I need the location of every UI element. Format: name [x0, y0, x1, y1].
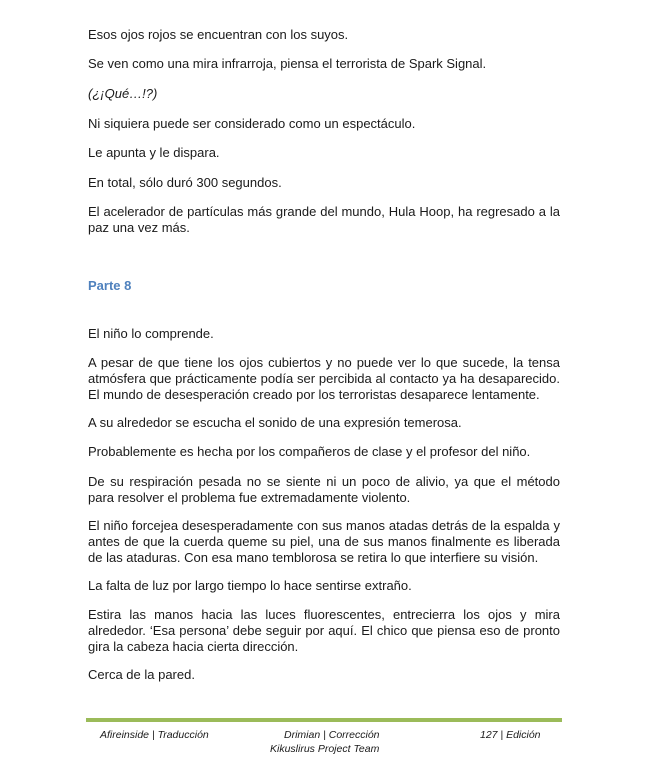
footer-translation-credit: Afireinside | Traducción [100, 729, 209, 741]
paragraph: Se ven como una mira infrarroja, piensa el terrorista de Spark Signal. [88, 56, 487, 71]
paragraph: Cerca de la pared. [88, 667, 195, 682]
paragraph-thought: (¿¡Qué…!?) [88, 86, 158, 101]
paragraph: Le apunta y le dispara. [88, 145, 220, 160]
paragraph: En total, sólo duró 300 segundos. [88, 175, 282, 190]
footer-team-name: Kikuslirus Project Team [270, 743, 380, 755]
paragraph: De su respiración pesada no se siente ni un poco de alivio, ya que el método para resolver el problema fue extremadamente violento. [88, 474, 560, 505]
paragraph: Estira las manos hacia las luces fluorescentes, entrecierra los ojos y mira alrededor. ‘Esa persona’ debe seguir por aquí. El chico que piensa eso de pronto gira la cabeza hacia cierta dirección. [88, 607, 560, 654]
footer-page-edition: 127 | Edición [480, 729, 541, 741]
paragraph: Probablemente es hecha por los compañeros de clase y el profesor del niño. [88, 444, 531, 459]
section-heading: Parte 8 [88, 278, 132, 293]
paragraph: El acelerador de partículas más grande del mundo, Hula Hoop, ha regresado a la paz una vez más. [88, 204, 560, 235]
paragraph: Ni siquiera puede ser considerado como un espectáculo. [88, 116, 416, 131]
paragraph: Esos ojos rojos se encuentran con los suyos. [88, 27, 349, 42]
paragraph: El niño forcejea desesperadamente con sus manos atadas detrás de la espalda y antes de que la cuerda queme su piel, una de sus manos finalmente es liberada de las ataduras. Con esa mano temblorosa se retira lo que interfiere su visión. [88, 518, 560, 565]
footer-rule [86, 718, 562, 722]
paragraph: A pesar de que tiene los ojos cubiertos y no puede ver lo que sucede, la tensa atmósfera que prácticamente podía ser percibida al contacto ya ha desaparecido. El mundo de desesperación creado por los terroristas desaparece lentamente. [88, 355, 560, 402]
paragraph: La falta de luz por largo tiempo lo hace sentirse extraño. [88, 578, 412, 593]
paragraph: El niño lo comprende. [88, 326, 214, 341]
footer-correction-credit: Drimian | Corrección [284, 729, 380, 741]
paragraph: A su alrededor se escucha el sonido de una expresión temerosa. [88, 415, 462, 430]
